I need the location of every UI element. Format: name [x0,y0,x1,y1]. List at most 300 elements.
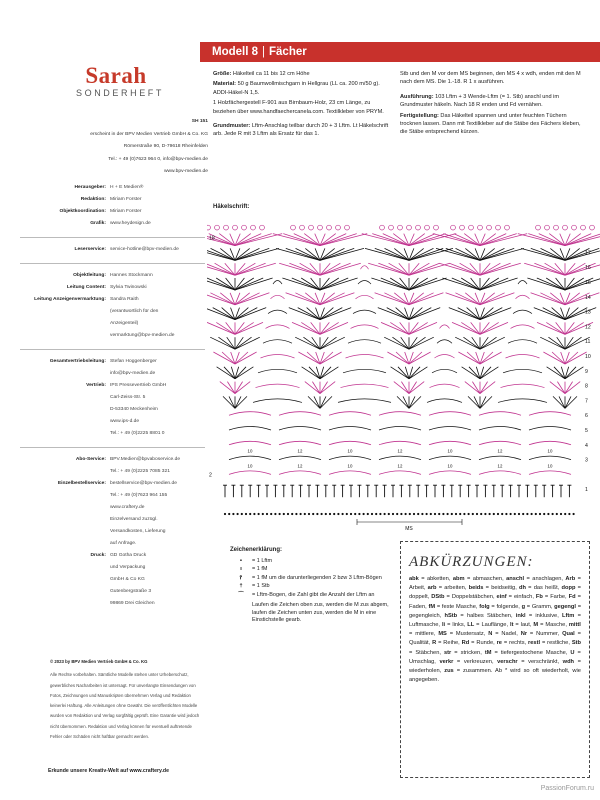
execution-paragraph: Ausführung: 103 Lftm + 3 Wende-Lftm (= 1. Stb) anschl und im Grundmuster häkeln. Nach 18 R enden und Fd vernähen. [400,93,560,109]
picot-loop [207,225,210,230]
row-number-right: 5 [585,428,588,434]
legend-title: Zeichenerklärung: [230,547,283,553]
fan-stitch [528,234,565,246]
credit-value: auf Anfrage. [110,541,137,546]
fan-stitch [305,382,320,394]
chain-arc [279,441,321,445]
arc-count-label: 12 [297,448,303,454]
credit-label: Leserservice: [74,247,106,252]
chain-dot [497,513,499,515]
credit-label [20,404,110,416]
chain-arc [429,471,471,475]
credit-value: Hannes Stockmann [110,273,153,278]
credit-value: Anzeigenteil) [110,321,139,326]
arc-count-label: 10 [447,448,453,454]
address: Römerstraße 90, D-79618 Rheinfelden [123,144,208,149]
chain-arc [338,399,391,403]
chain-dot [228,513,230,515]
credit-row [20,404,205,416]
fan-stitch [409,382,424,394]
fan-stitch [531,293,565,305]
picot-loop [336,225,341,230]
legend-symbol-icon: ı [240,566,242,572]
legal-line: keinerlei Haftung. Alle Anleitungen ohne Gewähr. Die veröffentlichten Modelle [50,703,198,709]
fan-stitch [303,337,320,349]
row-number-right: 14 [585,294,591,301]
fan-stitch [362,234,409,246]
chain-arc [261,355,295,359]
fan-stitch [289,308,320,320]
legend-note: Laufen die Zeichen oben zus, werden die M zus abgem, laufen die Zeichen unten zus, werden die M in eine Einstichstelle gearb. [252,602,389,623]
chain-dot [274,513,276,515]
row-number-right: 4 [585,442,588,449]
chain-dot [266,513,268,515]
chain-arc [479,427,521,431]
chain-dot [552,513,554,515]
fan-stitch [480,263,521,275]
fan-stitch [461,278,480,290]
picot-loop [563,225,568,230]
copyright: © 2023 by BPV Medien Vertrieb GmbH & Co. KG [50,659,148,664]
chain-dot [363,513,365,515]
row-number-right: 12 [585,324,591,331]
legend-text: = Lftm-Bogen, die Zahl gibt die Anzahl der Lftm an [252,591,375,598]
credit-label [20,368,110,380]
fan-stitch [480,263,500,275]
credits-block [20,182,205,610]
credit-row [20,392,205,404]
chain-dot [455,513,457,515]
chart-title: Häkelschrift: [213,204,250,210]
legal-line: gewerbliches Nacharbeiten ist untersagt. Für unverlangte Einsendungen von [50,682,196,688]
row-number-right: 16 [585,265,591,272]
fan-stitch [565,293,599,305]
picot-loop [545,225,550,230]
chain-dot [484,513,486,515]
fan-stitch [480,278,499,290]
chain-arc [379,456,421,460]
fan-stitch [565,396,577,408]
fan-stitch [480,278,518,290]
fan-stitch [409,263,429,275]
row-number-right: 10 [585,354,591,360]
row-number-right: 7 [585,398,588,405]
chain-dot [258,513,260,515]
legend-row [230,566,390,574]
chain-dot [375,513,377,515]
chain-dot [249,513,251,515]
picot-loop [309,225,314,230]
fan-stitch [375,248,409,260]
chain-arc [263,340,292,344]
fan-stitch [480,234,527,246]
credit-row [20,330,205,342]
chain-dot [354,513,356,515]
chain-dot [316,513,318,515]
chain-arc [356,295,374,299]
picot-loop [572,225,577,230]
fan-stitch [527,278,565,290]
picot-loop [380,225,385,230]
fan-stitch [446,248,480,260]
credit-value: vermarktung@bpv-medien.de [110,333,175,338]
chain-dot [400,513,402,515]
chain-dot [384,513,386,515]
fan-stitch [480,293,514,305]
fan-stitch [235,278,254,290]
chain-dot [405,513,407,515]
chain-arc [348,340,381,344]
credit-label [20,502,110,514]
fan-stitch [320,308,351,320]
credit-label [20,562,110,574]
watermark: PassionForum.ru [540,785,594,792]
credit-label: Objektleitung: [73,273,106,278]
fan-stitch [320,396,332,408]
fan-stitch [557,382,565,394]
credit-row [20,206,205,218]
credit-value: (verantwortlich für den [110,309,159,314]
fan-stitch [235,382,250,394]
credit-row [20,416,205,428]
chain-dot [489,513,491,515]
fan-stitch [390,322,409,334]
fan-stitch [235,278,273,290]
row-number-right: 3 [585,457,588,464]
fan-stitch [409,293,443,305]
fan-stitch [409,396,415,408]
fan-stitch [320,263,340,275]
chain-arc [511,325,535,329]
fan-stitch [565,337,582,349]
chain-dot [447,513,449,515]
chain-dot [539,513,541,515]
legend-symbol-icon: ⫯ [239,574,243,581]
fan-stitch [235,293,269,305]
credit-value: info@bpv-medien.de [110,371,156,376]
credit-row [20,574,205,586]
chain-dot [459,513,461,515]
credit-label [20,466,110,478]
pattern-continued: Stb und den M vor dem MS beginnen, den MS 4 x wdh, enden mit den M nach dem MS. Die 1.-18. R 1 x ausführen. [400,71,581,86]
chain-dot [510,513,512,515]
row-number-right: 6 [585,413,588,420]
chain-dot [379,513,381,515]
credit-row [20,550,205,562]
credit-value: Gutenbergstraße 3 [110,589,152,594]
credit-label: Objektkoordination: [59,209,106,214]
credit-label: Druck: [90,553,106,558]
chain-arc [379,412,421,416]
fan-stitch [474,396,480,408]
fan-stitch [283,234,320,246]
row-number-right: 13 [585,309,591,316]
fan-stitch [521,248,565,260]
fan-stitch [465,382,480,394]
credit-value: GmbH & Co KG [110,577,145,582]
crochet-chart [207,212,600,534]
chain-dot [232,513,234,515]
chain-dot [518,513,520,515]
publisher: erscheint in der BPV Medien Vertrieb GmbH & Co. KG [90,131,208,137]
picot-loop [300,225,305,230]
legend-row [230,583,390,591]
fan-stitch [565,322,584,334]
fan-stitch [524,263,565,275]
credit-label [20,514,110,526]
fan-stitch [409,382,417,394]
fan-stitch [235,382,243,394]
credit-value: Carl-Zeiss-Str. 5 [110,395,146,400]
credit-label [20,306,110,318]
fan-stitch [389,263,409,275]
fan-stitch [215,263,235,275]
picot-loop [327,225,332,230]
fan-stitch [565,382,580,394]
chain-arc [229,471,271,475]
credit-value: Tel.: + 49 (0)2225 7085 321 [110,469,170,474]
credit-value: H + E Medien® [110,185,144,190]
credit-value: www.ips-d.de [110,419,140,424]
fan-stitch [392,337,409,349]
fan-stitch [235,263,276,275]
credit-value: IPS Pressevertrieb GmbH [110,383,167,388]
chain-dot [262,513,264,515]
credits-divider [20,263,205,264]
chain-dot [442,513,444,515]
fan-stitch [480,382,495,394]
chain-dot [526,513,528,515]
row-number-left: 18 [209,235,215,242]
picot-loop [505,225,510,230]
chain-arc [516,295,530,299]
chain-arc [479,441,521,445]
chain-dot [547,513,549,515]
chain-dot [346,513,348,515]
chain-dot [342,513,344,515]
chain-dot [560,513,562,515]
chain-dot [396,513,398,515]
abbreviations-box [400,541,590,778]
fan-stitch [546,278,565,290]
arc-count-label: 10 [547,463,553,469]
size-paragraph: Größe: Häkelteil ca 11 bis 12 cm Höhe [213,71,310,77]
legend-items [230,558,390,600]
row-number-right: 15 [585,280,591,286]
chain-arc [432,369,457,373]
fan-stitch [449,308,480,320]
fan-stitch [235,337,252,349]
arc-count-label: 10 [447,463,453,469]
legend-symbol-icon: • [240,557,242,564]
fan-stitch [371,278,409,290]
row-number-right: 17 [585,250,591,257]
fan-stitch [286,248,320,260]
chain-arc [329,471,371,475]
credit-label [20,392,110,404]
chain-arc [258,369,297,373]
chain-dot [295,513,297,515]
picot-loop [345,225,350,230]
fan-stitch [320,293,354,305]
credit-row [20,182,205,194]
fan-stitch [480,396,492,408]
credit-row [20,478,205,490]
fan-stitch [409,263,450,275]
chain-arc [271,295,285,299]
credits-divider [20,237,205,238]
credit-label [20,586,110,598]
chain-arc [353,310,376,314]
abbreviations-title: ABKÜRZUNGEN: [409,554,534,570]
chain-arc [430,384,460,388]
chain-dot [556,513,558,515]
chain-arc [429,441,471,445]
credit-label [20,538,110,550]
fan-stitch [394,382,409,394]
arc-count-label: 12 [497,448,503,454]
chain-dot [358,513,360,515]
chain-arc [279,471,321,475]
chain-arc [379,427,421,431]
credit-label: Leitung Content: [66,285,106,290]
credit-value: Tel.: + 49 (0)2225 8801 0 [110,431,165,436]
picot-loop [451,225,456,230]
fan-stitch [320,396,326,408]
chain-dot [451,513,453,515]
credit-row [20,490,205,502]
arc-count-label: 10 [247,463,253,469]
fan-stitch [559,396,565,408]
row-number-right: 11 [585,339,591,346]
fan-stitch [565,234,600,246]
chain-arc [379,471,421,475]
fan-stitch [409,337,426,349]
chain-arc [268,310,287,314]
fan-stitch [301,322,320,334]
credit-value: und Verpackung [110,565,146,570]
chain-dot [325,513,327,515]
chain-dot [514,513,516,515]
fan-stitch [276,248,320,260]
fan-stitch [286,293,320,305]
chain-arc [229,427,271,431]
fan-stitch [545,263,565,275]
fan-stitch [518,234,565,246]
credits-divider [20,349,205,350]
fan-stitch [375,293,409,305]
credit-label: Redaktion: [80,197,106,202]
chain-arc [343,369,386,373]
fan-stitch [442,278,480,290]
fan-stitch [480,322,499,334]
credit-row [20,428,205,440]
credit-label [20,526,110,538]
chain-arc [529,456,571,460]
fan-stitch [439,263,480,275]
fan-stitch [235,396,241,408]
chain-arc [529,441,571,445]
picot-loop [469,225,474,230]
chain-arc [479,471,521,475]
website: www.bpv-medien.de [163,169,208,174]
fan-stitch [472,382,480,394]
credit-row [20,368,205,380]
instructions-column-1 [213,70,393,141]
logo-sub: SONDERHEFT [76,88,165,98]
fan-stitch [534,308,565,320]
credit-label [20,330,110,342]
craftery-link[interactable]: Erkunde unsere Kreativ-Welt auf www.craftery.de [48,768,169,774]
fan-stitch [553,396,565,408]
chain-arc [329,412,371,416]
arc-count-label: 10 [247,448,253,454]
fan-stitch [461,322,480,334]
credit-row [20,526,205,538]
chain-dot [505,513,507,515]
fan-stitch [314,396,320,408]
picot-loop [215,225,220,230]
chain-arc [503,369,542,373]
chain-dot [543,513,545,515]
fan-stitch [207,263,235,275]
fan-stitch [480,337,497,349]
chain-dot [438,513,440,515]
sarah-logo [76,63,165,99]
finishing-paragraph: Fertigstellung: Das Häkelteil spannen und unter feuchten Tüchern trocknen lassen. Dann mit Textilkleber auf die Stäbe des Fächers kleben, die Stäbe entsprechend kürzen. [400,112,581,136]
fan-stitch [401,382,409,394]
picot-loop [478,225,483,230]
chain-arc [506,355,540,359]
chain-dot [426,513,428,515]
credit-value: Tel.: + 49 (0)7623 964 155 [110,493,168,498]
picot-loop [398,225,403,230]
chain-arc [279,427,321,431]
fan-stitch [301,278,320,290]
legal-line: Fotos, Zeichnungen und Manuskripten übernehmen Verlag und Redaktion [50,692,191,698]
arc-count-label: 10 [347,463,353,469]
picot-loop [251,225,256,230]
fan-stitch [390,278,409,290]
arc-count-label: 10 [347,448,353,454]
chain-dot [493,513,495,515]
chain-dot [270,513,272,515]
chain-arc [518,281,527,285]
fan-stitch [446,293,480,305]
credit-row [20,294,205,306]
credit-value: Stefan Hoggenberger [110,359,157,364]
chain-arc [361,266,369,270]
chain-dot [568,513,570,515]
picot-loop [224,225,229,230]
fan-stitch [365,248,409,260]
legend-row [230,575,390,583]
fan-stitch [403,396,409,408]
credit-value: Sylvia Twinowski [110,285,147,290]
chain-arc [513,310,532,314]
material-paragraph-2: 1 Holzfächergestell F-901 aus Birnbaum-Holz, 23 cm Länge, zu beziehen über www.handfaechercanela.com. Textilkleber von PRYM. [213,100,384,115]
credit-row [20,218,205,230]
fan-stitch [320,337,337,349]
chain-arc [229,441,271,445]
arc-count-label: 12 [297,463,303,469]
chain-dot [291,513,293,515]
credit-value: Versandkosten, Lieferung [110,529,166,534]
arc-count-label: 10 [547,448,553,454]
picot-loop [291,225,296,230]
chain-arc [329,456,371,460]
credit-label: Abo-Service: [75,457,106,462]
